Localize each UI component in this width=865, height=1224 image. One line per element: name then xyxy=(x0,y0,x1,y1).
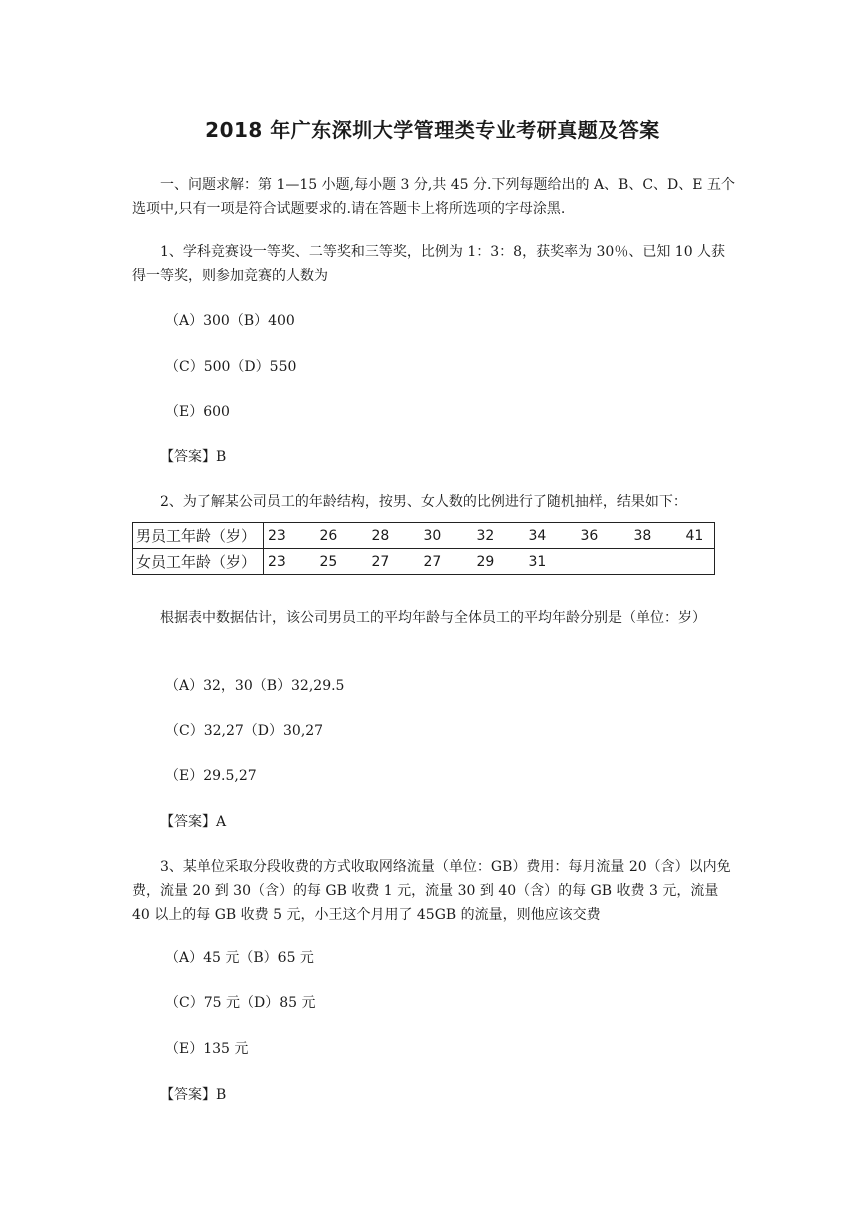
table-cell: 27 xyxy=(420,549,473,575)
table-cell xyxy=(577,549,630,575)
table-cell: 31 xyxy=(525,549,577,575)
table-cell: 23 xyxy=(264,523,316,549)
row-label-female: 女员工年龄（岁） xyxy=(133,549,264,575)
question-2-stem: 2、为了解某公司员工的年龄结构，按男、女人数的比例进行了随机抽样，结果如下： xyxy=(160,494,687,510)
table-cell: 27 xyxy=(368,549,420,575)
question-2-answer: 【答案】A xyxy=(160,814,227,830)
table-cell: 41 xyxy=(682,523,715,549)
table-cell xyxy=(682,549,715,575)
row-label-male: 男员工年龄（岁） xyxy=(133,523,264,549)
table-row-female xyxy=(133,549,715,575)
question-3-option-row: （C）75 元（D）85 元 xyxy=(165,995,316,1011)
question-2-option-row: （E）29.5,27 xyxy=(165,768,257,784)
question-3-stem: 3、某单位采取分段收费的方式收取网络流量（单位：GB）费用：每月流量 20（含）以内免费，流量 20 到 30（含）的每 GB 收费 1 元，流量 30 到 40（含）的每 GB 收费 3 元，流量 40 以上的每 GB 收费 5 元，小王这个月用了 45GB 的流量，则他应该交费 xyxy=(132,859,731,923)
table-cell: 23 xyxy=(264,549,316,575)
table-cell: 32 xyxy=(473,523,525,549)
question-2-option-row: （C）32,27（D）30,27 xyxy=(165,723,324,739)
question-3-answer: 【答案】B xyxy=(160,1087,227,1103)
table-cell: 36 xyxy=(577,523,630,549)
question-3-option-row: （E）135 元 xyxy=(165,1041,249,1057)
table-cell: 30 xyxy=(420,523,473,549)
question-1-option-row: （C）500（D）550 xyxy=(165,359,297,375)
table-cell: 38 xyxy=(630,523,682,549)
question-1-stem: 1、学科竞赛设一等奖、二等奖和三等奖，比例为 1：3：8，获奖率为 30％、已知 10 人获得一等奖，则参加竞赛的人数为 xyxy=(132,244,726,284)
question-2-followup: 根据表中数据估计，该公司男员工的平均年龄与全体员工的平均年龄分别是（单位：岁） xyxy=(160,610,706,626)
document-title: 2018 年广东深圳大学管理类专业考研真题及答案 xyxy=(205,118,660,142)
table-cell: 25 xyxy=(316,549,368,575)
age-table xyxy=(132,522,715,575)
question-1-answer: 【答案】B xyxy=(160,449,227,465)
question-1-option-row: （A）300（B）400 xyxy=(165,313,295,329)
question-2-option-row: （A）32，30（B）32,29.5 xyxy=(165,678,345,694)
table-row-male xyxy=(133,523,715,549)
table-cell xyxy=(630,549,682,575)
question-1-option-row: （E）600 xyxy=(165,404,230,420)
table-cell: 34 xyxy=(525,523,577,549)
table-cell: 26 xyxy=(316,523,368,549)
table-cell: 28 xyxy=(368,523,420,549)
question-3-option-row: （A）45 元（B）65 元 xyxy=(165,950,314,966)
section-intro: 一、问题求解：第 1—15 小题,每小题 3 分,共 45 分.下列每题给出的 A、B、C、D、E 五个选项中,只有一项是符合试题要求的.请在答题卡上将所选项的字母涂黑. xyxy=(132,177,735,217)
table-cell: 29 xyxy=(473,549,525,575)
